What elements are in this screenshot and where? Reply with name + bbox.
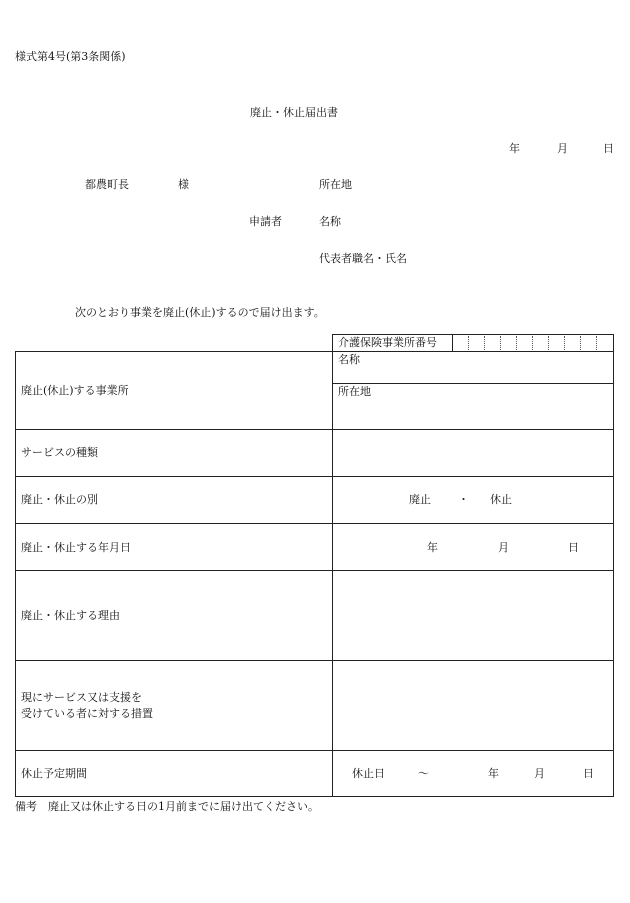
period-tilde: ～ (418, 767, 429, 780)
digit-cell-divider (500, 336, 501, 350)
measures-label-line1: 現にサービス又は支援を (21, 691, 142, 704)
abolish-date-label: 廃止・休止する年月日 (21, 541, 131, 554)
table-top-border-right (332, 334, 614, 335)
document-title: 廃止・休止届出書 (250, 106, 338, 119)
intro-text: 次のとおり事業を廃止(休止)するので届け出ます。 (75, 306, 325, 319)
table-column-divider (332, 334, 333, 797)
digit-cell-divider (516, 336, 517, 350)
option-separator: ・ (458, 493, 469, 506)
date-month: 月 (557, 142, 568, 155)
applicant-name-label: 名称 (319, 215, 341, 228)
office-name-label: 名称 (338, 353, 360, 366)
office-number-label: 介護保険事業所番号 (338, 336, 437, 349)
office-address-label: 所在地 (338, 385, 371, 398)
applicant-representative-label: 代表者職名・氏名 (319, 252, 407, 265)
table-row-divider (332, 383, 614, 384)
period-year: 年 (488, 767, 499, 780)
table-row-divider (15, 476, 614, 477)
abolish-option: 廃止 (409, 493, 431, 506)
office-number-label-divider (452, 334, 453, 351)
abolish-date-year: 年 (427, 541, 438, 554)
table-row-divider (15, 351, 614, 352)
addressee-honorific: 様 (178, 178, 189, 191)
digit-cell-divider (484, 336, 485, 350)
abolish-date-month: 月 (498, 541, 509, 554)
table-row-divider (15, 429, 614, 430)
digit-cell-divider (548, 336, 549, 350)
office-row-label: 廃止(休止)する事業所 (21, 384, 129, 397)
measures-label-line2: 受けている者に対する措置 (21, 707, 153, 720)
abolish-date-day: 日 (568, 541, 579, 554)
addressee-name: 都農町長 (85, 178, 129, 191)
applicant-address-label: 所在地 (319, 178, 352, 191)
date-day: 日 (603, 142, 614, 155)
reason-label: 廃止・休止する理由 (21, 609, 120, 622)
digit-cell-divider (580, 336, 581, 350)
period-month: 月 (534, 767, 545, 780)
form-number: 様式第4号(第3条関係) (15, 50, 126, 63)
service-type-label: サービスの種類 (21, 446, 98, 459)
table-row-divider (15, 523, 614, 524)
abolish-suspend-label: 廃止・休止の別 (21, 493, 98, 506)
table-left-border (15, 351, 16, 797)
table-row-divider (15, 660, 614, 661)
table-row-divider (15, 750, 614, 751)
date-year: 年 (509, 142, 520, 155)
digit-cell-divider (564, 336, 565, 350)
suspension-period-label: 休止予定期間 (21, 767, 87, 780)
digit-cell-divider (468, 336, 469, 350)
digit-cell-divider (532, 336, 533, 350)
remarks-note: 備考 廃止又は休止する日の1月前までに届け出てください。 (15, 800, 319, 813)
table-row-divider (15, 570, 614, 571)
applicant-label: 申請者 (249, 215, 282, 228)
suspension-start-label: 休止日 (352, 767, 385, 780)
suspend-option: 休止 (490, 493, 512, 506)
period-day: 日 (583, 767, 594, 780)
table-right-border (613, 334, 614, 797)
digit-cell-divider (596, 336, 597, 350)
table-bottom-border (15, 796, 614, 797)
notification-table (15, 334, 614, 797)
